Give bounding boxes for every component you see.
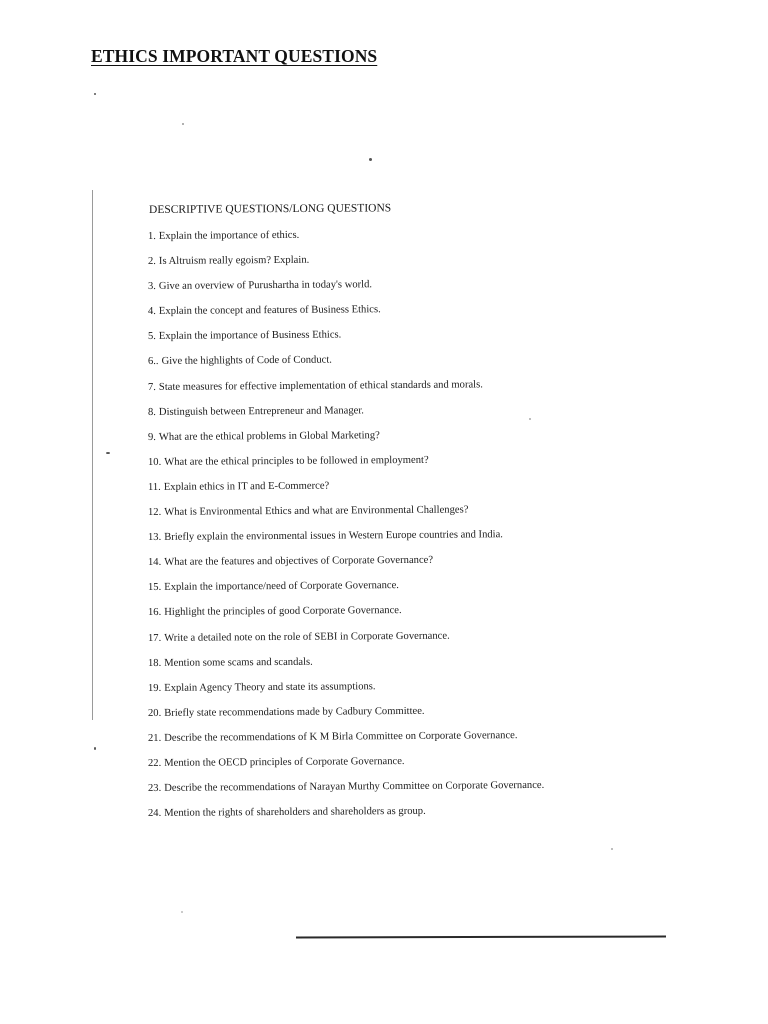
question-text: State measures for effective implementation of ethical standards and morals.: [158, 378, 483, 393]
question-item: [148, 729, 545, 757]
question-number: 10.: [147, 456, 162, 468]
question-item: [148, 603, 545, 631]
question-text: Explain the importance of Business Ethics.: [158, 329, 342, 343]
scan-speck: [529, 418, 531, 420]
question-item: [148, 277, 545, 305]
question-number: 18.: [147, 657, 162, 669]
question-number: 16.: [147, 607, 162, 619]
question-number: 13.: [147, 532, 162, 544]
question-text: Explain ethics in IT and E-Commerce?: [163, 480, 330, 493]
question-number: 14.: [147, 557, 162, 569]
scan-speck: [369, 158, 372, 161]
question-item: [148, 653, 545, 681]
scan-speck: [181, 911, 183, 913]
question-text: Highlight the principles of good Corporate Governance.: [164, 605, 402, 619]
question-number: 11.: [147, 481, 161, 493]
question-number: 12.: [147, 506, 162, 519]
question-item: [148, 403, 545, 431]
question-text: What is Environmental Ethics and what are Environmental Challenges?: [164, 504, 469, 518]
question-number: 8.: [147, 406, 156, 418]
scan-margin-line: [92, 190, 93, 720]
question-item: [148, 252, 545, 280]
question-number: 22.: [147, 757, 162, 769]
question-text: Explain the concept and features of Business Ethics.: [158, 304, 381, 318]
question-item: [148, 804, 545, 832]
question-number: 2.: [147, 256, 156, 268]
question-number: 5.: [147, 331, 156, 343]
question-text: Explain the importance of ethics.: [158, 229, 300, 242]
question-number: 15.: [147, 582, 162, 594]
question-item: [148, 478, 545, 506]
scan-speck: [94, 747, 96, 750]
question-item: [148, 327, 545, 355]
question-item: [148, 302, 545, 330]
question-text: Describe the recommendations of K M Birla Committee on Corporate Governance.: [164, 729, 518, 744]
question-item: [148, 428, 545, 456]
bottom-rule: [296, 936, 666, 939]
question-item: [148, 352, 545, 380]
question-text: Write a detailed note on the role of SEBI in Corporate Governance.: [164, 630, 450, 644]
question-number: 19.: [147, 682, 162, 694]
scan-speck: [106, 452, 110, 454]
question-item: [148, 528, 545, 556]
question-text: What are the ethical problems in Global Marketing?: [158, 429, 380, 443]
question-text: Mention the rights of shareholders and shareholders as group.: [164, 805, 426, 820]
page-title: ETHICS IMPORTANT QUESTIONS: [91, 46, 378, 66]
question-number: 23.: [147, 782, 162, 795]
question-item: [148, 628, 545, 656]
question-item: [148, 754, 545, 782]
question-text: Describe the recommendations of Narayan Murthy Committee on Corporate Governance.: [164, 779, 545, 794]
question-item: [148, 503, 545, 531]
question-text: What are the ethical principles to be followed in employment?: [164, 454, 429, 468]
question-number: 1.: [147, 230, 156, 243]
question-item: [148, 377, 545, 405]
question-text: Distinguish between Entrepreneur and Manager.: [158, 404, 364, 418]
question-text: Give the highlights of Code of Conduct.: [161, 355, 332, 368]
question-item: [148, 779, 545, 807]
scan-speck: [182, 123, 184, 125]
question-text: Briefly explain the environmental issues in Western Europe countries and India.: [164, 529, 503, 543]
question-item: [148, 578, 545, 606]
question-number: 7.: [147, 381, 156, 393]
question-item: [148, 453, 545, 481]
scan-speck: [611, 848, 613, 850]
scan-speck: [94, 93, 96, 95]
question-text: Mention the OECD principles of Corporate Governance.: [164, 755, 405, 769]
question-number: 20.: [147, 707, 162, 719]
question-text: Briefly state recommendations made by Cadbury Committee.: [164, 705, 425, 719]
question-number: 9.: [147, 431, 156, 443]
question-text: Is Altruism really egoism? Explain.: [158, 254, 310, 268]
question-item: [148, 679, 545, 707]
question-number: 21.: [147, 732, 162, 744]
question-text: Mention some scams and scandals.: [164, 656, 313, 669]
question-text: Give an overview of Purushartha in today's world.: [158, 279, 373, 293]
question-number: 4.: [147, 306, 156, 318]
question-text: What are the features and objectives of Corporate Governance?: [164, 554, 434, 569]
question-list: [148, 230, 544, 832]
question-item: [148, 553, 545, 581]
question-text: Explain the importance/need of Corporate Governance.: [164, 580, 399, 594]
question-number: 6..: [147, 356, 159, 368]
question-item: [148, 704, 545, 732]
question-text: Explain Agency Theory and state its assumptions.: [164, 680, 376, 694]
section-heading: DESCRIPTIVE QUESTIONS/LONG QUESTIONS: [148, 202, 392, 216]
question-number: 3.: [147, 281, 156, 293]
question-number: 24.: [147, 808, 162, 820]
question-item: [148, 227, 545, 255]
question-number: 17.: [147, 632, 162, 644]
